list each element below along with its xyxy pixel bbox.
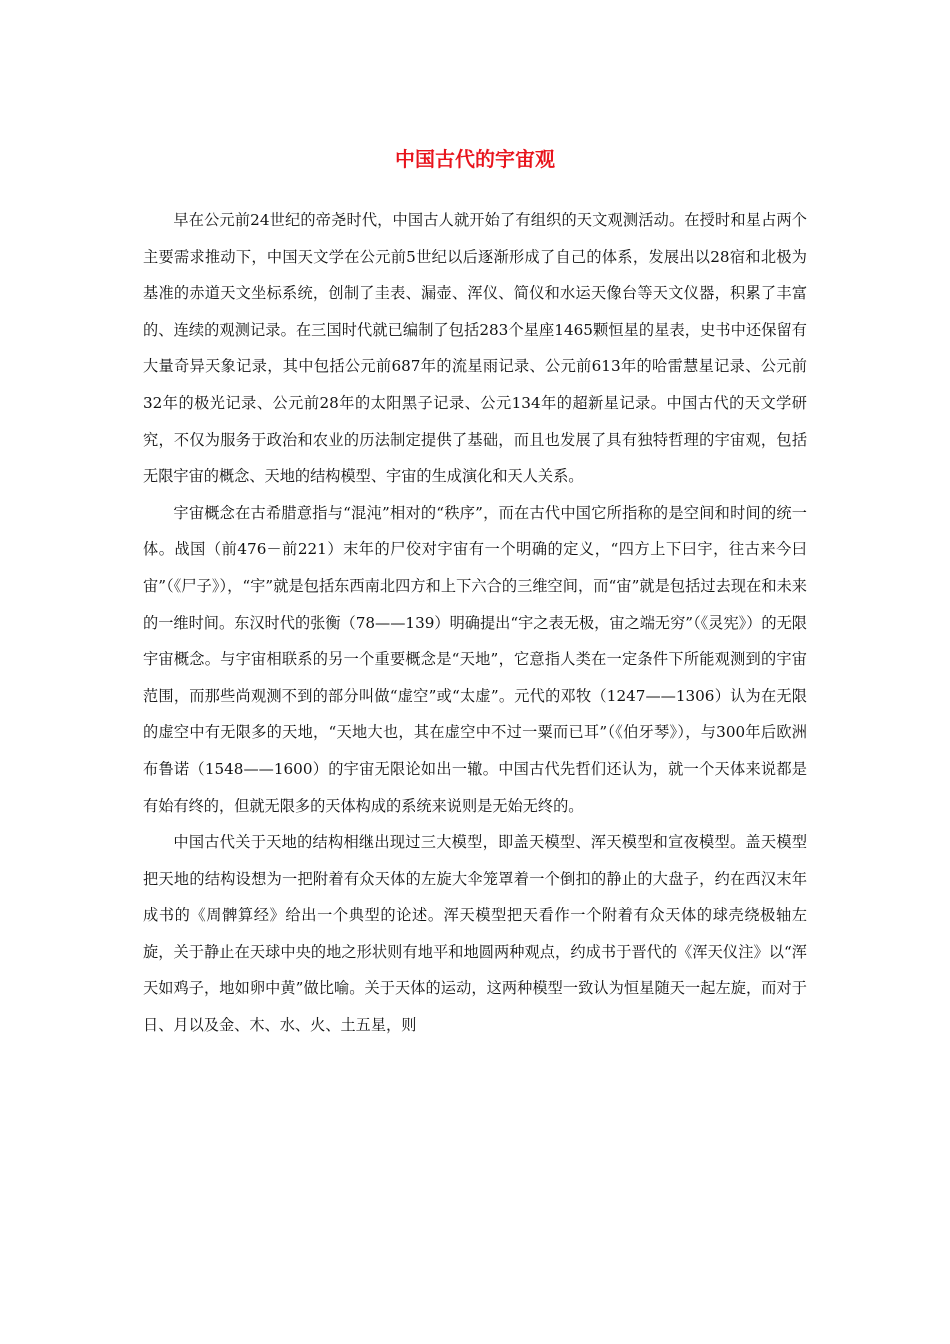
document-title: 中国古代的宇宙观 <box>395 147 555 171</box>
paragraph-3: 中国古代关于天地的结构相继出现过三大模型，即盖天模型、浑天模型和宣夜模型。盖天模型把天地的结构设想为一把附着有众天体的左旋大伞笼罩着一个倒扣的静止的大盘子，约在西汉末年成书的《周髀算经》给出一个典型的论述。浑天模型把天看作一个附着有众天体的球壳绕极轴左旋，关于静止在天球中央的地之形状则有地平和地圆两种观点，约成书于晋代的《浑天仪注》以“浑天如鸡子，地如卵中黄”做比喻。关于天体的运动，这两种模型一致认为恒星随天一起左旋，而对于日、月以及金、木、水、火、土五星，则 <box>143 833 807 1035</box>
document-body <box>143 202 807 1044</box>
paragraph-2: 宇宙概念在古希腊意指与“混沌”相对的“秩序”，而在古代中国它所指称的是空间和时间的统一体。战国（前476－前221）末年的尸佼对宇宙有一个明确的定义，“四方上下曰宇，往古来今曰宙”（《尸子》），“宇”就是包括东西南北四方和上下六合的三维空间，而“宙”就是包括过去现在和未来的一维时间。东汉时代的张衡（78——139）明确提出“宇之表无极，宙之端无穷”（《灵宪》）的无限宇宙概念。与宇宙相联系的另一个重要概念是“天地”，它意指人类在一定条件下所能观测到的宇宙范围，而那些尚观测不到的部分叫做“虚空”或“太虚”。元代的邓牧（1247——1306）认为在无限的虚空中有无限多的天地，“天地大也，其在虚空中不过一粟而已耳”（《伯牙琴》），与300年后欧洲布鲁诺（1548——1600）的宇宙无限论如出一辙。中国古代先哲们还认为，就一个天体来说都是有始有终的，但就无限多的天体构成的系统来说则是无始无终的。 <box>143 503 807 815</box>
paragraph-1: 早在公元前24世纪的帝尧时代，中国古人就开始了有组织的天文观测活动。在授时和星占两个主要需求推动下，中国天文学在公元前5世纪以后逐渐形成了自己的体系，发展出以28宿和北极为基准的赤道天文坐标系统，创制了圭表、漏壶、浑仪、简仪和水运天像台等天文仪器，积累了丰富的、连续的观测记录。在三国时代就已编制了包括283个星座1465颗恒星的星表，史书中还保留有大量奇异天象记录，其中包括公元前687年的流星雨记录、公元前613年的哈雷慧星记录、公元前32年的极光记录、公元前28年的太阳黑子记录、公元134年的超新星记录。中国古代的天文学研究，不仅为服务于政治和农业的历法制定提供了基础，而且也发展了具有独特哲理的宇宙观，包括无限宇宙的概念、天地的结构模型、宇宙的生成演化和天人关系。 <box>143 211 807 486</box>
